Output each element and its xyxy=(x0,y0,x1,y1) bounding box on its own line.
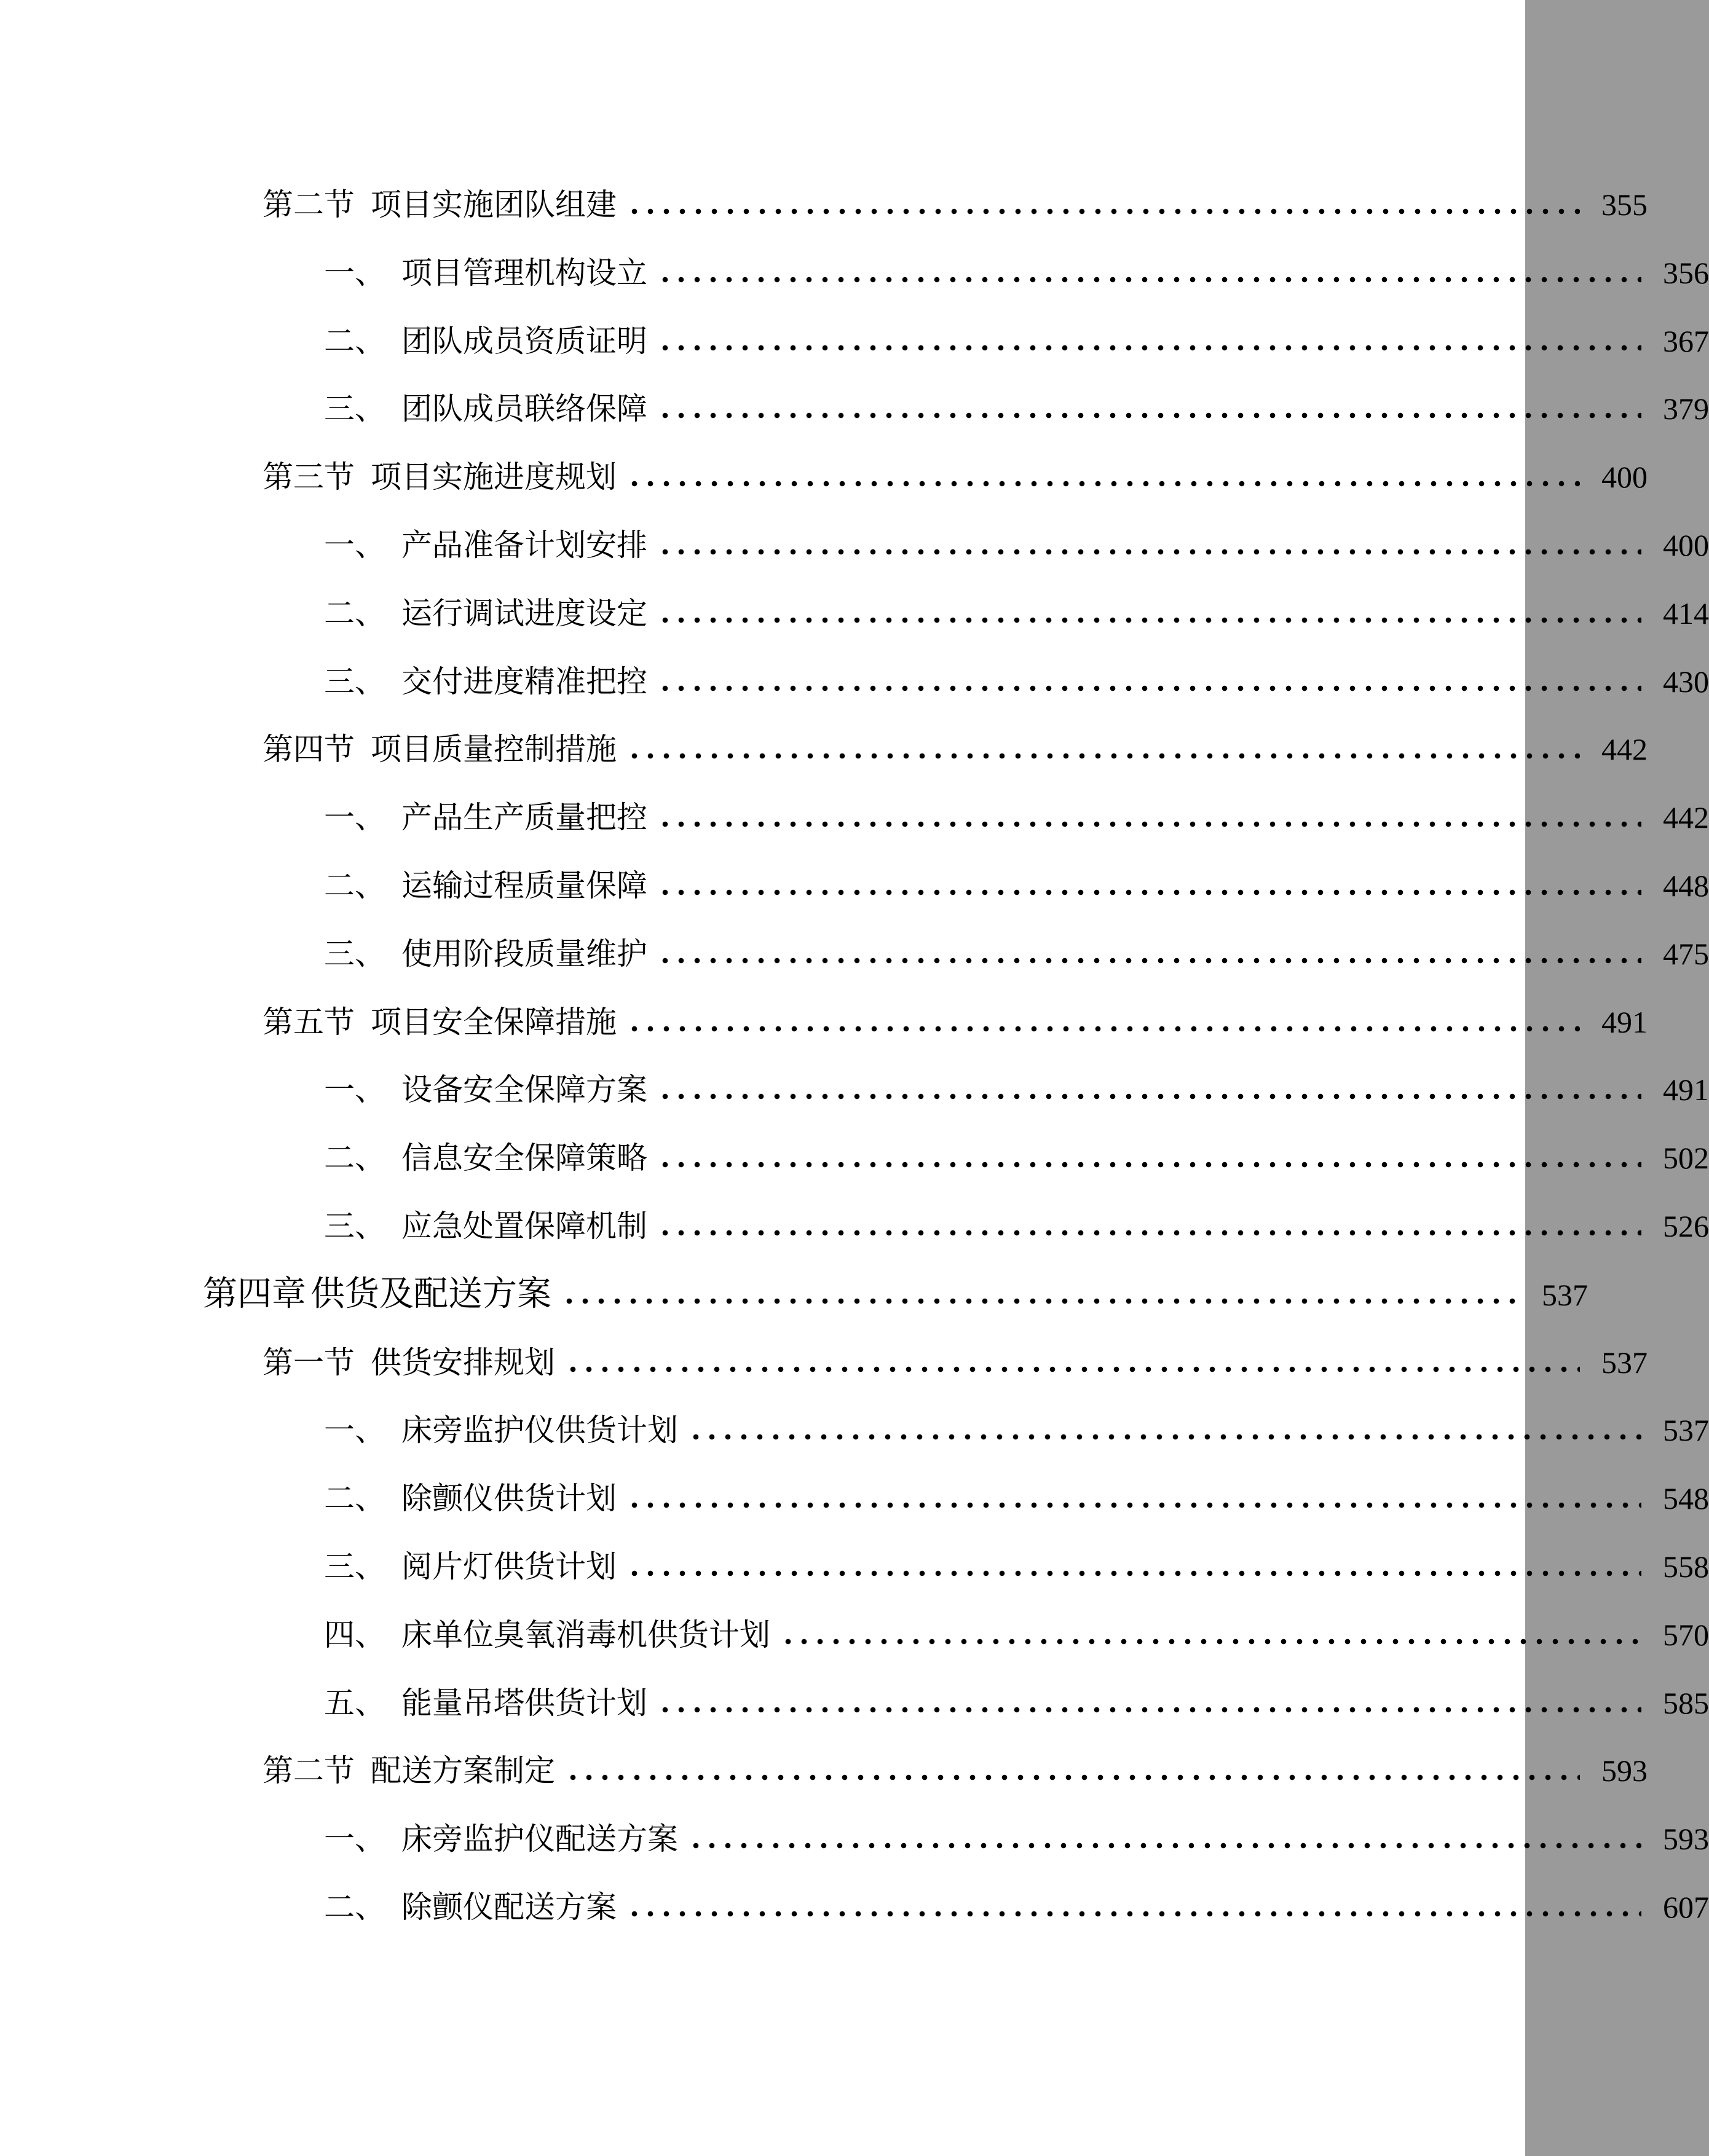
toc-entry xyxy=(0,648,1709,715)
toc-entry xyxy=(0,1329,1648,1396)
toc-entry-page: 570 xyxy=(1663,1618,1709,1652)
toc-entry-label: 一、 xyxy=(324,1413,385,1447)
dot-leader-icon xyxy=(626,1533,1641,1600)
dot-leader-icon xyxy=(626,988,1580,1056)
dot-leader-icon xyxy=(626,715,1580,783)
toc-entry xyxy=(0,1669,1709,1737)
toc-entry-page: 585 xyxy=(1663,1686,1709,1720)
toc-entry-page: 537 xyxy=(1601,1345,1648,1380)
toc-entry xyxy=(0,1396,1709,1464)
toc-entry xyxy=(0,852,1709,919)
toc-entry-page: 414 xyxy=(1663,596,1709,631)
toc-entry-label: 一、 xyxy=(324,800,385,835)
toc-entry xyxy=(0,375,1709,443)
toc-entry xyxy=(0,988,1648,1056)
toc-entry-label: 第一节 xyxy=(262,1345,355,1380)
toc-entry-title: 项目实施进度规划 xyxy=(371,460,617,494)
dot-leader-icon xyxy=(657,1124,1641,1192)
toc-entry xyxy=(0,171,1648,238)
toc-entry-title: 配送方案制定 xyxy=(371,1753,555,1788)
toc-entry-page: 593 xyxy=(1601,1753,1648,1788)
toc-entry xyxy=(0,580,1709,647)
toc-entry xyxy=(0,1533,1709,1600)
toc-entry xyxy=(0,920,1709,988)
toc-entry-title: 团队成员资质证明 xyxy=(401,324,647,358)
toc-entry-title: 应急处置保障机制 xyxy=(401,1209,647,1243)
toc-entry-title: 运行调试进度设定 xyxy=(401,596,647,631)
toc-entry-title: 项目管理机构设立 xyxy=(401,256,647,290)
toc-entry-page: 448 xyxy=(1663,868,1709,903)
toc-entry-page: 367 xyxy=(1663,324,1709,358)
toc-entry xyxy=(0,1056,1709,1123)
toc-entry-page: 502 xyxy=(1663,1141,1709,1175)
dot-leader-icon xyxy=(657,784,1641,851)
toc-entry-title: 产品准备计划安排 xyxy=(401,528,647,562)
toc-entry-page: 548 xyxy=(1663,1481,1709,1516)
toc-entry-page: 526 xyxy=(1663,1209,1709,1243)
toc-entry xyxy=(0,1124,1709,1192)
toc-entry xyxy=(0,1873,1709,1941)
dot-leader-icon xyxy=(657,307,1641,375)
toc-entry xyxy=(0,1465,1709,1532)
dot-leader-icon xyxy=(565,1329,1580,1396)
dot-leader-icon xyxy=(561,1261,1520,1328)
toc-entry-label: 三、 xyxy=(324,937,385,971)
toc-entry-title: 设备安全保障方案 xyxy=(401,1072,647,1107)
toc-entry-label: 二、 xyxy=(324,596,385,631)
toc-entry xyxy=(0,443,1648,511)
toc-entry-page: 400 xyxy=(1663,528,1709,562)
dot-leader-icon xyxy=(657,580,1641,647)
toc-entry-page: 400 xyxy=(1601,460,1648,494)
dot-leader-icon xyxy=(657,511,1641,579)
dot-leader-icon xyxy=(626,1873,1641,1941)
dot-leader-icon xyxy=(565,1737,1580,1804)
toc-entry-label: 二、 xyxy=(324,1141,385,1175)
toc-entry-label: 三、 xyxy=(324,1209,385,1243)
dot-leader-icon xyxy=(657,239,1641,307)
toc-entry-title: 床单位臭氧消毒机供货计划 xyxy=(401,1618,770,1652)
dot-leader-icon xyxy=(626,171,1580,238)
toc-entry-label: 一、 xyxy=(324,1072,385,1107)
toc-entry xyxy=(0,784,1709,851)
toc-entry-title: 供货安排规划 xyxy=(371,1345,555,1380)
toc-entry-label: 第五节 xyxy=(262,1005,355,1039)
toc-entry-label: 二、 xyxy=(324,1890,385,1924)
toc-entry-label: 二、 xyxy=(324,324,385,358)
toc-entry-page: 593 xyxy=(1663,1822,1709,1856)
toc-entry-label: 二、 xyxy=(324,1481,385,1516)
toc-entry-page: 442 xyxy=(1663,800,1709,835)
toc-entry xyxy=(0,1601,1709,1669)
toc-entry-title: 项目安全保障措施 xyxy=(371,1005,617,1039)
toc-entry-label: 第四章 xyxy=(203,1275,306,1313)
toc-entry-title: 交付进度精准把控 xyxy=(401,664,647,699)
toc-entry-title: 运输过程质量保障 xyxy=(401,868,647,903)
toc-entry xyxy=(0,1261,1588,1328)
toc-entry xyxy=(0,715,1648,783)
toc-entry-title: 除颤仪配送方案 xyxy=(401,1890,617,1924)
toc-entry-page: 475 xyxy=(1663,937,1709,971)
toc-entry-label: 第四节 xyxy=(262,732,355,766)
toc-entry-label: 第三节 xyxy=(262,460,355,494)
toc-entry-title: 项目质量控制措施 xyxy=(371,732,617,766)
toc-entry-title: 除颤仪供货计划 xyxy=(401,1481,617,1516)
toc-entry-title: 阅片灯供货计划 xyxy=(401,1549,617,1584)
toc-entry-label: 三、 xyxy=(324,1549,385,1584)
toc-entry-title: 能量吊塔供货计划 xyxy=(401,1686,647,1720)
dot-leader-icon xyxy=(688,1396,1641,1464)
toc-entry xyxy=(0,307,1709,375)
toc-entry-title: 项目实施团队组建 xyxy=(371,187,617,222)
dot-leader-icon xyxy=(657,375,1641,443)
dot-leader-icon xyxy=(657,648,1641,715)
dot-leader-icon xyxy=(657,1669,1641,1737)
toc-entry-label: 第二节 xyxy=(262,187,355,222)
toc-entry-page: 558 xyxy=(1663,1549,1709,1584)
toc-entry-page: 356 xyxy=(1663,256,1709,290)
toc-entry-label: 二、 xyxy=(324,868,385,903)
toc-entry-page: 537 xyxy=(1663,1413,1709,1447)
toc-entry-label: 三、 xyxy=(324,391,385,426)
dot-leader-icon xyxy=(626,1465,1641,1532)
dot-leader-icon xyxy=(657,1056,1641,1123)
toc-entry-page: 491 xyxy=(1601,1005,1648,1039)
toc-entry-title: 团队成员联络保障 xyxy=(401,391,647,426)
toc-entry-title: 供货及配送方案 xyxy=(310,1275,551,1313)
dot-leader-icon xyxy=(657,852,1641,919)
toc-entry xyxy=(0,1737,1648,1804)
toc-entry-page: 607 xyxy=(1663,1890,1709,1924)
toc-entry-title: 信息安全保障策略 xyxy=(401,1141,647,1175)
toc-entry-label: 一、 xyxy=(324,256,385,290)
toc-entry-page: 379 xyxy=(1663,391,1709,426)
toc-entry-page: 355 xyxy=(1601,187,1648,222)
toc-entry xyxy=(0,239,1709,307)
toc-entry-label: 五、 xyxy=(324,1686,385,1720)
dot-leader-icon xyxy=(626,443,1580,511)
toc-entry-title: 床旁监护仪供货计划 xyxy=(401,1413,678,1447)
toc-entry-label: 一、 xyxy=(324,1822,385,1856)
dot-leader-icon xyxy=(657,1192,1641,1260)
toc-entry-label: 四、 xyxy=(324,1618,385,1652)
dot-leader-icon xyxy=(657,920,1641,988)
toc-entry-page: 442 xyxy=(1601,732,1648,766)
toc-entry-page: 491 xyxy=(1663,1072,1709,1107)
toc-entry xyxy=(0,1805,1709,1873)
toc-entry-page: 430 xyxy=(1663,664,1709,699)
toc-entry-title: 使用阶段质量维护 xyxy=(401,937,647,971)
dot-leader-icon xyxy=(688,1805,1641,1873)
toc-entry-label: 三、 xyxy=(324,664,385,699)
toc-entry-label: 第二节 xyxy=(262,1753,355,1788)
toc-entry-label: 一、 xyxy=(324,528,385,562)
toc-entry-title: 床旁监护仪配送方案 xyxy=(401,1822,678,1856)
dot-leader-icon xyxy=(780,1601,1641,1669)
toc-entry-page: 537 xyxy=(1542,1278,1588,1312)
toc-entry xyxy=(0,1192,1709,1260)
toc-entry xyxy=(0,511,1709,579)
toc-entry-title: 产品生产质量把控 xyxy=(401,800,647,835)
